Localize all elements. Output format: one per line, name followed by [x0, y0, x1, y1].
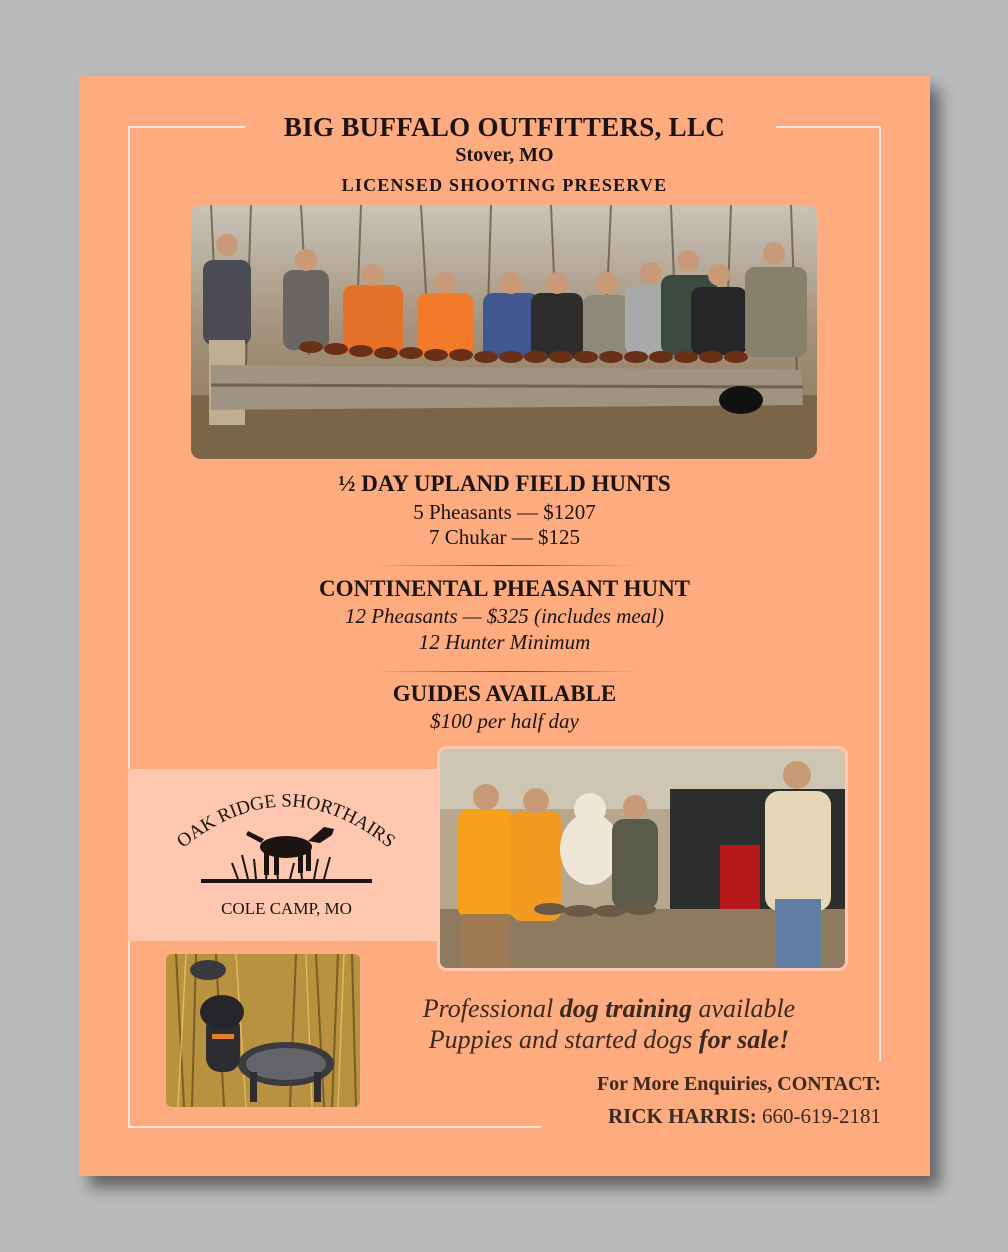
pointer-dog-icon	[246, 827, 334, 875]
logo-baseline	[201, 879, 372, 883]
section-divider	[375, 565, 637, 566]
frame-bottom	[128, 1126, 541, 1128]
guides-line-1: $100 per half day	[430, 709, 579, 733]
flyer	[79, 76, 930, 1176]
training-line-1	[329, 993, 889, 1024]
guides-heading: GUIDES AVAILABLE	[392, 681, 617, 706]
training-line-1-b: dog training	[559, 994, 692, 1023]
training-text	[329, 993, 889, 1055]
logo-name: OAK RIDGE SHORTHAIRS	[173, 790, 399, 853]
oak-ridge-logo-panel	[128, 769, 445, 941]
contact-phone: 660-619-2181	[762, 1104, 881, 1128]
upland-line-1: 5 Pheasants — $1207	[413, 500, 596, 524]
training-line-1-a: Professional	[422, 994, 560, 1023]
continental-line-1: 12 Pheasants — $325 (includes meal)	[344, 604, 665, 628]
frame-left-top	[128, 126, 130, 769]
continental-heading: CONTINENTAL PHEASANT HUNT	[318, 576, 691, 601]
logo-town: COLE CAMP, MO	[221, 899, 352, 918]
grass-icon	[232, 855, 330, 879]
company-title: BIG BUFFALO OUTFITTERS, LLC	[283, 112, 726, 142]
hunters-dog-photo	[437, 746, 848, 971]
oak-ridge-logo	[128, 769, 445, 899]
training-line-2-b: for sale!	[698, 1025, 790, 1054]
training-line-2-a: Puppies and started dogs	[428, 1025, 699, 1054]
training-line-1-c: available	[691, 994, 796, 1023]
company-city: Stover, MO	[455, 144, 554, 166]
training-line-2	[329, 1024, 889, 1055]
contact-name: RICK HARRIS:	[607, 1104, 757, 1128]
hunting-group-photo	[191, 205, 817, 459]
upland-heading: ½ DAY UPLAND FIELD HUNTS	[338, 471, 671, 496]
contact-line-1: For More Enquiries, CONTACT:	[596, 1073, 881, 1095]
license-subtitle: LICENSED SHOOTING PRESERVE	[341, 175, 668, 195]
contact-line-2	[608, 1104, 881, 1129]
continental-line-2: 12 Hunter Minimum	[418, 630, 591, 654]
upland-line-2: 7 Chukar — $125	[428, 525, 581, 549]
frame-left-bottom	[128, 941, 130, 1127]
section-divider	[375, 671, 637, 672]
